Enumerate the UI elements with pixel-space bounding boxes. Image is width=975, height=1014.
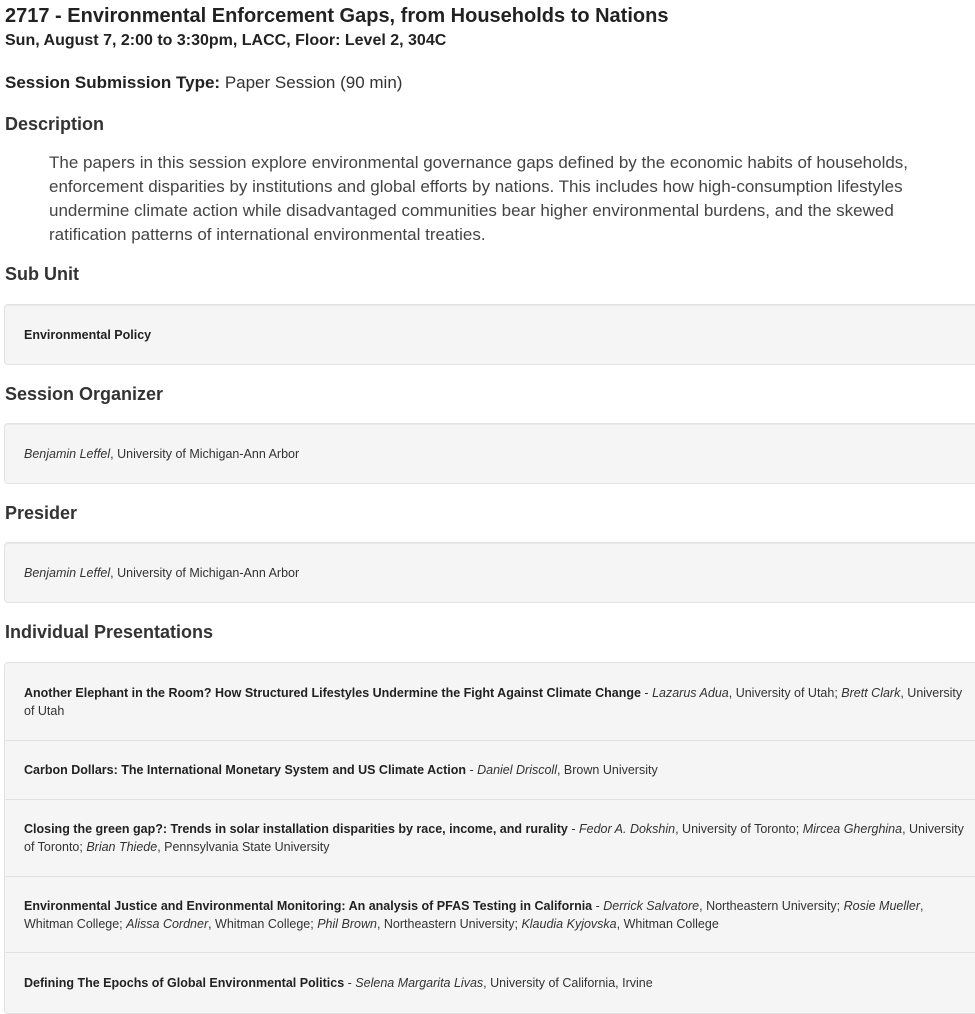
author-name: Daniel Driscoll [477,763,557,777]
session-submission-type [5,73,402,93]
submission-type-value: Paper Session (90 min) [224,73,403,92]
presider-affiliation: , University of Michigan-Ann Arbor [110,565,300,580]
organizer-affiliation: , University of Michigan-Ann Arbor [110,446,300,461]
presentation-title[interactable]: Defining The Epochs of Global Environmental Politics [24,976,345,990]
presentation-title[interactable]: Closing the green gap?: Trends in solar installation disparities by race, income, and rurality [24,822,568,836]
presentation-item[interactable]: Another Elephant in the Room? How Structured Lifestyles Undermine the Fight Against Climate Change - Lazarus Adua, University of Utah; Brett Clark, University of Utah [5,663,975,741]
author-affiliation: , University of Toronto; [675,822,803,836]
presentation-item[interactable]: Closing the green gap?: Trends in solar installation disparities by race, income, and rurality - Fedor A. Dokshin, University of Toronto; Mircea Gherghina, University of Toronto; Brian Thiede, Pennsylvania State University [5,800,975,877]
author-name: Brian Thiede [86,840,158,854]
author-affiliation: , University of Utah; [728,685,842,700]
organizer-name: Benjamin Leffel [24,446,111,461]
organizer-box [4,423,975,484]
author-name: Phil Brown [317,916,377,931]
author-affiliation: , University of Utah [24,685,963,718]
presider-heading: Presider [5,503,78,523]
author-name: Mircea Gherghina [802,822,903,836]
presider-name: Benjamin Leffel [24,565,111,580]
presentation-title[interactable]: Environmental Justice and Environmental Monitoring: An analysis of PFAS Testing in California [24,898,593,913]
description-text: The papers in this session explore environmental governance gaps defined by the economic habits of households, enforcement disparities by institutions and global efforts by nations. This includes how high-consumption lifestyles undermine climate action while disadvantaged communities bear higher environmental burdens, and the skewed ratification patterns of international environmental treaties. [49,153,909,244]
author-name: Rosie Mueller [843,898,921,913]
author-affiliation: , Northeastern University; [376,916,522,931]
description-heading: Description [5,114,105,134]
author-affiliation: , Whitman College [616,916,719,931]
sub-unit-heading: Sub Unit [5,264,79,284]
author-affiliation: , Whitman College; [24,898,924,931]
presentation-item[interactable]: Carbon Dollars: The International Monetary System and US Climate Action - Daniel Driscoll, Brown University [5,741,975,800]
author-name: Selena Margarita Livas [355,976,484,990]
submission-type-label: Session Submission Type: [5,73,221,92]
author-name: Brett Clark [841,685,901,700]
author-name: Derrick Salvatore [603,898,700,913]
author-affiliation: , University of California, Irvine [483,976,653,990]
presider-box [4,542,975,603]
session-datetime-location: Sun, August 7, 2:00 to 3:30pm, LACC, Floor: Level 2, 304C [5,32,447,49]
presentation-title[interactable]: Carbon Dollars: The International Monetary System and US Climate Action [24,763,466,777]
presentation-title[interactable]: Another Elephant in the Room? How Structured Lifestyles Undermine the Fight Against Climate Change [24,685,641,700]
organizer-heading: Session Organizer [5,384,164,404]
sub-unit-box [4,304,975,365]
presentations-list [4,662,975,1014]
presentation-item[interactable]: Defining The Epochs of Global Environmental Politics - Selena Margarita Livas, University of California, Irvine [24,976,653,990]
author-name: Klaudia Kyjovska [521,916,617,931]
author-affiliation: , University of Toronto; [24,822,964,854]
author-name: Alissa Cordner [126,916,209,931]
author-affiliation: , Brown University [556,763,658,777]
author-affiliation: , Whitman College; [208,916,318,931]
sub-unit-value: Environmental Policy [24,327,152,342]
presentations-heading: Individual Presentations [5,622,214,642]
author-affiliation: , Northeastern University; [699,898,844,913]
author-name: Lazarus Adua [652,685,729,700]
author-name: Fedor A. Dokshin [579,822,676,836]
presentation-item[interactable]: Environmental Justice and Environmental Monitoring: An analysis of PFAS Testing in California - Derrick Salvatore, Northeastern University; Rosie Mueller, Whitman College; Alissa Cordner, Whitman College; Phil Brown, Northeastern University; Klaudia Kyjovska, Whitman College [5,877,975,953]
session-title: 2717 - Environmental Enforcement Gaps, from Households to Nations [5,5,669,27]
author-affiliation: , Pennsylvania State University [157,840,330,854]
